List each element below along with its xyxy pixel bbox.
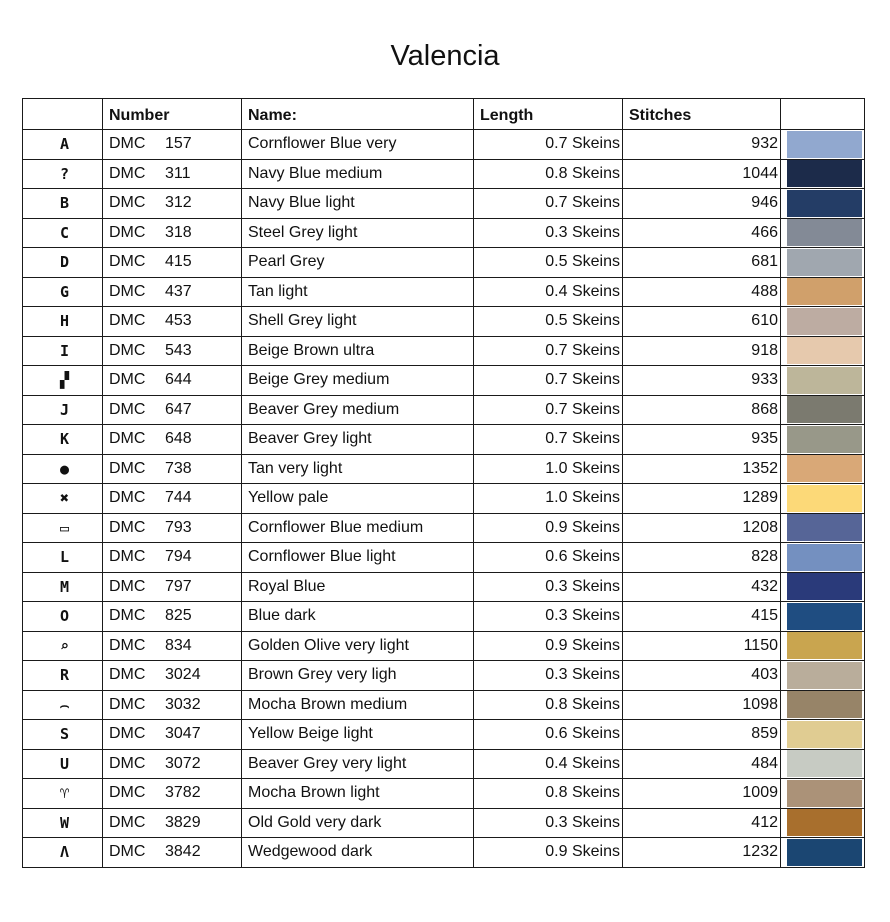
thread-number-cell <box>103 779 242 809</box>
color-swatch-cell <box>781 661 865 691</box>
color-swatch <box>787 160 862 187</box>
stitch-symbol: L <box>23 543 103 573</box>
color-swatch-cell <box>781 189 865 219</box>
stitch-symbol: G <box>23 277 103 307</box>
stitch-symbol: ● <box>23 454 103 484</box>
stitch-count: 932 <box>623 130 781 160</box>
thread-number-cell <box>103 690 242 720</box>
thread-name: Golden Olive very light <box>242 631 474 661</box>
stitch-count: 946 <box>623 189 781 219</box>
color-swatch <box>787 131 862 158</box>
color-swatch <box>787 691 862 718</box>
thread-number-cell <box>103 366 242 396</box>
table-row <box>23 838 865 868</box>
thread-brand: DMC <box>109 518 146 536</box>
color-swatch-cell <box>781 513 865 543</box>
thread-length: 0.3 Skeins <box>474 602 623 632</box>
stitches-column-header: Stitches <box>623 99 781 130</box>
thread-length: 0.7 Skeins <box>474 189 623 219</box>
thread-length: 0.7 Skeins <box>474 130 623 160</box>
table-row <box>23 307 865 337</box>
table-row <box>23 572 865 602</box>
color-swatch-cell <box>781 749 865 779</box>
thread-name: Beaver Grey very light <box>242 749 474 779</box>
thread-length: 0.5 Skeins <box>474 307 623 337</box>
stitch-count: 1289 <box>623 484 781 514</box>
thread-brand: DMC <box>109 282 146 300</box>
thread-brand: DMC <box>109 725 146 743</box>
thread-code: 794 <box>165 548 192 566</box>
stitch-symbol: H <box>23 307 103 337</box>
color-swatch <box>787 573 862 600</box>
thread-code: 797 <box>165 577 192 595</box>
table-row <box>23 454 865 484</box>
thread-brand: DMC <box>109 253 146 271</box>
stitch-symbol: U <box>23 749 103 779</box>
stitch-count: 935 <box>623 425 781 455</box>
table-row <box>23 130 865 160</box>
color-swatch-cell <box>781 631 865 661</box>
stitch-symbol: K <box>23 425 103 455</box>
stitch-symbol: W <box>23 808 103 838</box>
thread-number-cell <box>103 720 242 750</box>
thread-brand: DMC <box>109 813 146 831</box>
thread-brand: DMC <box>109 636 146 654</box>
color-swatch <box>787 455 862 482</box>
stitch-symbol: ⌢ <box>23 690 103 720</box>
thread-length: 0.5 Skeins <box>474 248 623 278</box>
thread-code: 3829 <box>165 813 201 831</box>
stitch-symbol: O <box>23 602 103 632</box>
thread-name: Steel Grey light <box>242 218 474 248</box>
color-swatch <box>787 337 862 364</box>
thread-code: 3032 <box>165 695 201 713</box>
table-row <box>23 336 865 366</box>
color-swatch-cell <box>781 248 865 278</box>
thread-number-cell <box>103 307 242 337</box>
color-swatch-cell <box>781 484 865 514</box>
thread-name: Navy Blue light <box>242 189 474 219</box>
thread-name: Cornflower Blue medium <box>242 513 474 543</box>
page-title: Valencia <box>390 40 500 72</box>
color-column-header <box>781 99 865 130</box>
table-row <box>23 395 865 425</box>
thread-length: 0.6 Skeins <box>474 720 623 750</box>
thread-brand: DMC <box>109 695 146 713</box>
thread-brand: DMC <box>109 430 146 448</box>
thread-name: Beaver Grey light <box>242 425 474 455</box>
thread-number-cell <box>103 395 242 425</box>
table-row <box>23 808 865 838</box>
number-column-header: Number <box>103 99 242 130</box>
thread-code: 644 <box>165 371 192 389</box>
stitch-symbol: ⌕ <box>23 631 103 661</box>
thread-number-cell <box>103 808 242 838</box>
thread-code: 648 <box>165 430 192 448</box>
thread-name: Old Gold very dark <box>242 808 474 838</box>
thread-brand: DMC <box>109 754 146 772</box>
thread-number-cell <box>103 218 242 248</box>
thread-brand: DMC <box>109 312 146 330</box>
color-swatch <box>787 603 862 630</box>
thread-number-cell <box>103 454 242 484</box>
thread-brand: DMC <box>109 607 146 625</box>
color-swatch <box>787 632 862 659</box>
thread-code: 3047 <box>165 725 201 743</box>
stitch-count: 1150 <box>623 631 781 661</box>
thread-number-cell <box>103 425 242 455</box>
thread-number-cell <box>103 484 242 514</box>
color-swatch-cell <box>781 808 865 838</box>
thread-brand: DMC <box>109 666 146 684</box>
thread-brand: DMC <box>109 489 146 507</box>
thread-name: Tan very light <box>242 454 474 484</box>
name-column-header: Name: <box>242 99 474 130</box>
thread-name: Mocha Brown light <box>242 779 474 809</box>
stitch-count: 484 <box>623 749 781 779</box>
color-swatch-cell <box>781 307 865 337</box>
thread-code: 543 <box>165 341 192 359</box>
thread-number-cell <box>103 631 242 661</box>
thread-number-cell <box>103 513 242 543</box>
stitch-symbol: D <box>23 248 103 278</box>
stitch-count: 1044 <box>623 159 781 189</box>
thread-length: 0.8 Skeins <box>474 779 623 809</box>
thread-name: Beaver Grey medium <box>242 395 474 425</box>
stitch-symbol: R <box>23 661 103 691</box>
color-swatch <box>787 662 862 689</box>
thread-length: 0.7 Skeins <box>474 425 623 455</box>
stitch-count: 412 <box>623 808 781 838</box>
stitch-symbol: Λ <box>23 838 103 868</box>
thread-code: 647 <box>165 400 192 418</box>
thread-brand: DMC <box>109 341 146 359</box>
stitch-symbol: I <box>23 336 103 366</box>
thread-length: 0.7 Skeins <box>474 336 623 366</box>
thread-number-cell <box>103 749 242 779</box>
stitch-count: 466 <box>623 218 781 248</box>
thread-code: 3842 <box>165 843 201 861</box>
table-body <box>23 130 865 868</box>
color-swatch-cell <box>781 277 865 307</box>
color-swatch-cell <box>781 690 865 720</box>
stitch-count: 933 <box>623 366 781 396</box>
stitch-count: 828 <box>623 543 781 573</box>
color-swatch <box>787 780 862 807</box>
color-swatch-cell <box>781 454 865 484</box>
thread-brand: DMC <box>109 400 146 418</box>
thread-code: 437 <box>165 282 192 300</box>
stitch-symbol: S <box>23 720 103 750</box>
table-row <box>23 779 865 809</box>
color-swatch <box>787 750 862 777</box>
thread-number-cell <box>103 189 242 219</box>
stitch-count: 681 <box>623 248 781 278</box>
table-row <box>23 159 865 189</box>
table-row <box>23 690 865 720</box>
thread-length: 0.3 Skeins <box>474 661 623 691</box>
table-row <box>23 425 865 455</box>
thread-code: 311 <box>165 164 191 182</box>
thread-code: 157 <box>165 135 192 153</box>
thread-length: 1.0 Skeins <box>474 454 623 484</box>
stitch-count: 1009 <box>623 779 781 809</box>
color-swatch-cell <box>781 602 865 632</box>
stitch-symbol: B <box>23 189 103 219</box>
color-swatch <box>787 721 862 748</box>
thread-length: 0.8 Skeins <box>474 690 623 720</box>
table-row <box>23 661 865 691</box>
stitch-symbol: ✖ <box>23 484 103 514</box>
thread-name: Wedgewood dark <box>242 838 474 868</box>
thread-code: 3782 <box>165 784 201 802</box>
stitch-symbol: C <box>23 218 103 248</box>
thread-code: 744 <box>165 489 192 507</box>
table-row <box>23 248 865 278</box>
thread-name: Mocha Brown medium <box>242 690 474 720</box>
thread-length: 0.3 Skeins <box>474 572 623 602</box>
table-row <box>23 189 865 219</box>
thread-number-cell <box>103 838 242 868</box>
table-row <box>23 543 865 573</box>
thread-number-cell <box>103 277 242 307</box>
color-swatch <box>787 308 862 335</box>
thread-code: 3024 <box>165 666 201 684</box>
thread-brand: DMC <box>109 459 146 477</box>
color-swatch <box>787 190 862 217</box>
length-column-header: Length <box>474 99 623 130</box>
stitch-count: 1098 <box>623 690 781 720</box>
table-header-row <box>23 99 865 130</box>
symbol-column-header <box>23 99 103 130</box>
thread-number-cell <box>103 159 242 189</box>
table-row <box>23 513 865 543</box>
thread-name: Beige Grey medium <box>242 366 474 396</box>
color-swatch-cell <box>781 130 865 160</box>
thread-code: 738 <box>165 459 192 477</box>
thread-brand: DMC <box>109 164 146 182</box>
stitch-symbol: A <box>23 130 103 160</box>
thread-code: 834 <box>165 636 192 654</box>
color-swatch <box>787 219 862 246</box>
thread-code: 793 <box>165 518 192 536</box>
thread-name: Navy Blue medium <box>242 159 474 189</box>
stitch-symbol: ? <box>23 159 103 189</box>
stitch-symbol: ▭ <box>23 513 103 543</box>
thread-brand: DMC <box>109 577 146 595</box>
thread-length: 0.4 Skeins <box>474 749 623 779</box>
color-swatch-cell <box>781 336 865 366</box>
stitch-count: 488 <box>623 277 781 307</box>
color-swatch <box>787 426 862 453</box>
stitch-count: 859 <box>623 720 781 750</box>
color-swatch <box>787 809 862 836</box>
stitch-count: 432 <box>623 572 781 602</box>
color-swatch-cell <box>781 779 865 809</box>
table-row <box>23 631 865 661</box>
table-row <box>23 366 865 396</box>
color-swatch-cell <box>781 218 865 248</box>
thread-brand: DMC <box>109 843 146 861</box>
thread-name: Blue dark <box>242 602 474 632</box>
stitch-symbol: M <box>23 572 103 602</box>
thread-brand: DMC <box>109 194 146 212</box>
color-swatch <box>787 485 862 512</box>
color-swatch <box>787 396 862 423</box>
thread-length: 1.0 Skeins <box>474 484 623 514</box>
table-row <box>23 218 865 248</box>
stitch-count: 1352 <box>623 454 781 484</box>
color-swatch <box>787 544 862 571</box>
color-swatch <box>787 278 862 305</box>
stitch-count: 415 <box>623 602 781 632</box>
thread-name: Shell Grey light <box>242 307 474 337</box>
table-row <box>23 720 865 750</box>
thread-code: 3072 <box>165 754 201 772</box>
thread-number-cell <box>103 572 242 602</box>
thread-number-cell <box>103 336 242 366</box>
table-row <box>23 602 865 632</box>
thread-name: Beige Brown ultra <box>242 336 474 366</box>
color-swatch-cell <box>781 720 865 750</box>
thread-length: 0.8 Skeins <box>474 159 623 189</box>
color-swatch-cell <box>781 425 865 455</box>
thread-name: Brown Grey very ligh <box>242 661 474 691</box>
thread-number-cell <box>103 543 242 573</box>
color-swatch-cell <box>781 572 865 602</box>
color-swatch <box>787 839 862 866</box>
thread-number-cell <box>103 248 242 278</box>
thread-length: 0.3 Skeins <box>474 808 623 838</box>
thread-length: 0.9 Skeins <box>474 513 623 543</box>
color-swatch-cell <box>781 159 865 189</box>
thread-name: Cornflower Blue light <box>242 543 474 573</box>
table-row <box>23 749 865 779</box>
thread-length: 0.6 Skeins <box>474 543 623 573</box>
thread-name: Cornflower Blue very <box>242 130 474 160</box>
thread-code: 312 <box>165 194 192 212</box>
stitch-symbol: ▞ <box>23 366 103 396</box>
color-swatch-cell <box>781 838 865 868</box>
thread-name: Tan light <box>242 277 474 307</box>
color-swatch <box>787 249 862 276</box>
stitch-count: 610 <box>623 307 781 337</box>
stitch-count: 1208 <box>623 513 781 543</box>
thread-legend-table <box>22 98 865 868</box>
thread-brand: DMC <box>109 548 146 566</box>
stitch-count: 403 <box>623 661 781 691</box>
thread-length: 0.7 Skeins <box>474 395 623 425</box>
color-swatch <box>787 514 862 541</box>
thread-brand: DMC <box>109 223 146 241</box>
thread-number-cell <box>103 661 242 691</box>
stitch-count: 1232 <box>623 838 781 868</box>
table-row <box>23 277 865 307</box>
color-swatch-cell <box>781 543 865 573</box>
thread-brand: DMC <box>109 135 146 153</box>
thread-length: 0.9 Skeins <box>474 631 623 661</box>
thread-length: 0.9 Skeins <box>474 838 623 868</box>
thread-name: Yellow Beige light <box>242 720 474 750</box>
thread-code: 415 <box>165 253 192 271</box>
thread-number-cell <box>103 602 242 632</box>
thread-length: 0.7 Skeins <box>474 366 623 396</box>
table-row <box>23 484 865 514</box>
stitch-count: 918 <box>623 336 781 366</box>
thread-code: 453 <box>165 312 192 330</box>
thread-length: 0.4 Skeins <box>474 277 623 307</box>
thread-brand: DMC <box>109 784 146 802</box>
color-swatch-cell <box>781 395 865 425</box>
stitch-symbol: ♈ <box>23 779 103 809</box>
color-swatch-cell <box>781 366 865 396</box>
thread-name: Yellow pale <box>242 484 474 514</box>
thread-brand: DMC <box>109 371 146 389</box>
thread-length: 0.3 Skeins <box>474 218 623 248</box>
color-swatch <box>787 367 862 394</box>
thread-code: 318 <box>165 223 192 241</box>
stitch-symbol: J <box>23 395 103 425</box>
thread-code: 825 <box>165 607 192 625</box>
thread-number-cell <box>103 130 242 160</box>
thread-name: Royal Blue <box>242 572 474 602</box>
thread-name: Pearl Grey <box>242 248 474 278</box>
stitch-count: 868 <box>623 395 781 425</box>
